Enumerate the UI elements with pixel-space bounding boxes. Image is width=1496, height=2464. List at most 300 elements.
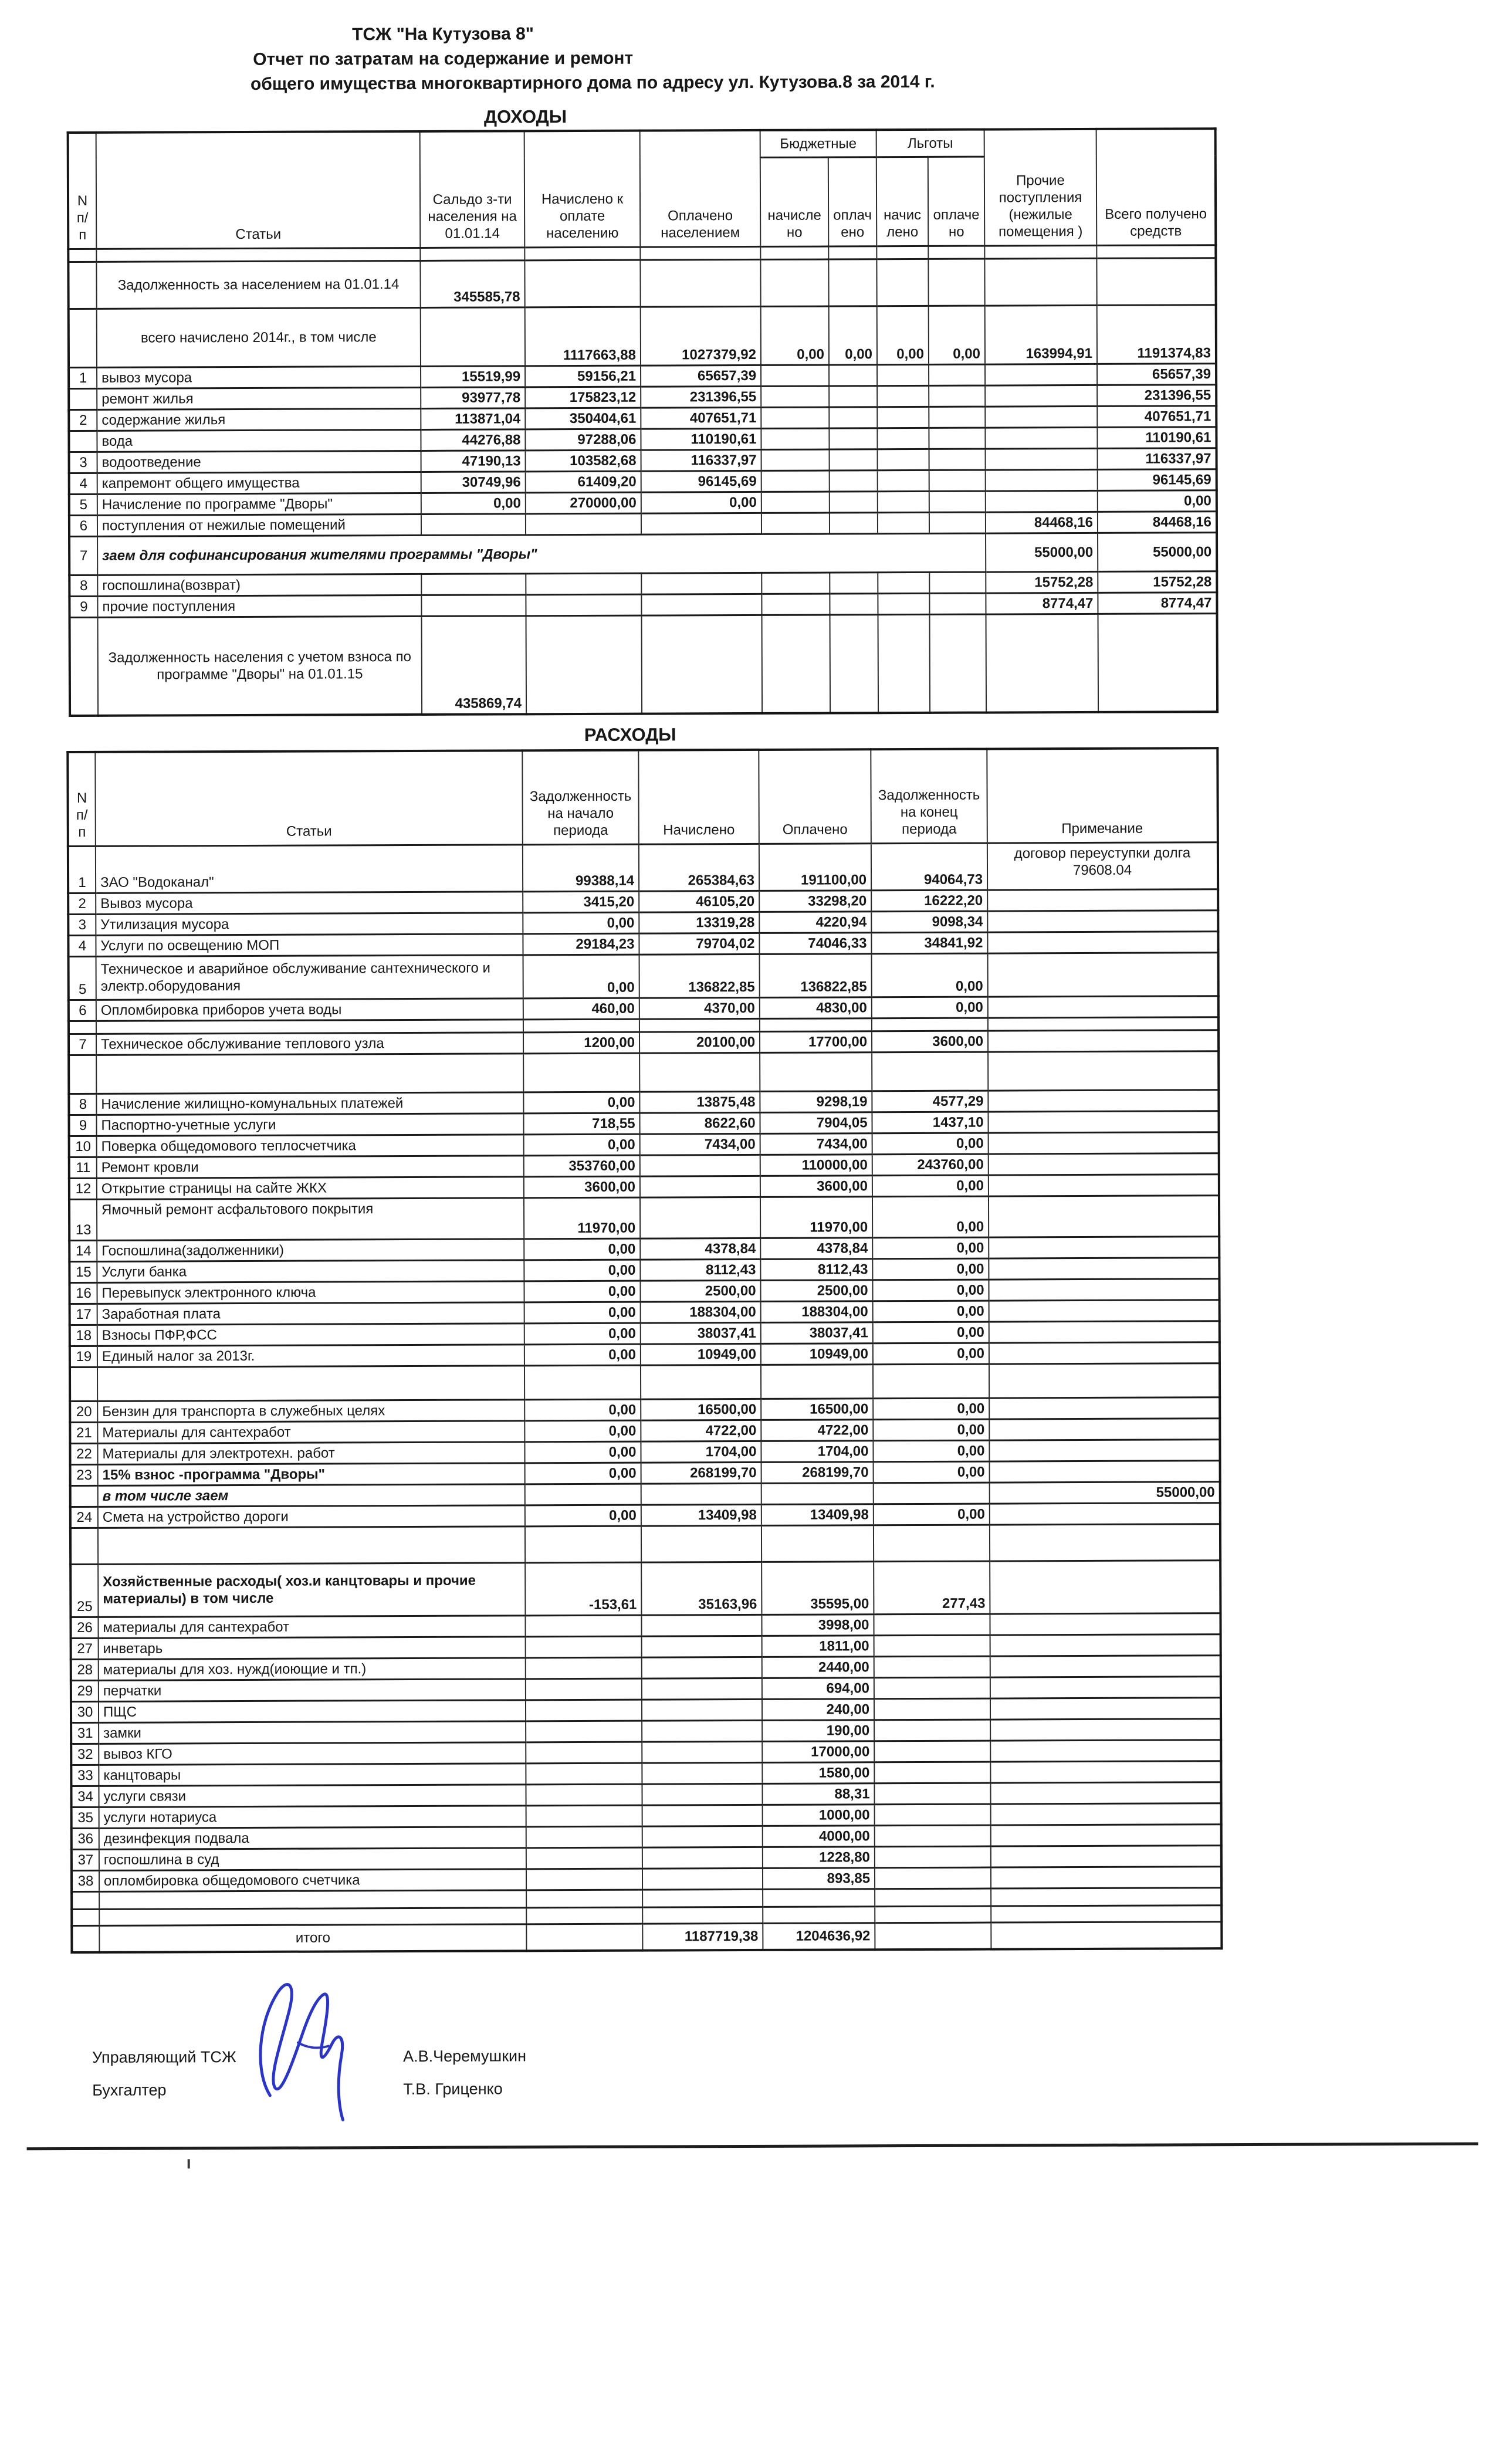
cell: 94064,73 — [871, 843, 987, 891]
cell — [641, 1483, 761, 1505]
cell: 243760,00 — [872, 1154, 989, 1176]
cell: 8112,43 — [640, 1259, 760, 1281]
signature-block — [92, 2018, 1496, 2123]
cell: 4220,94 — [759, 911, 871, 933]
cell: 4000,00 — [763, 1825, 875, 1847]
cell: 13319,28 — [639, 912, 759, 933]
cell: ЗАО "Водоканал" — [96, 844, 523, 893]
handwritten-signature-ink — [242, 1972, 365, 2131]
cell: 110000,00 — [760, 1154, 872, 1176]
cell: Вывоз мусора — [96, 891, 523, 914]
cell — [761, 1364, 873, 1399]
cell: Техническое обслуживание теплового узла — [96, 1032, 523, 1055]
cell — [929, 385, 985, 407]
cell: 44276,88 — [421, 429, 525, 451]
cell — [874, 1635, 990, 1657]
cell: 694,00 — [762, 1677, 874, 1699]
expenses-section-title: РАСХОДЫ — [584, 724, 676, 745]
cell: услуги связи — [99, 1784, 526, 1807]
cell: 30 — [71, 1701, 99, 1722]
cell — [640, 259, 760, 307]
cell: 0,00 — [523, 912, 639, 934]
cell — [828, 259, 876, 306]
cell: 0,00 — [524, 1260, 640, 1281]
cell — [991, 1803, 1221, 1825]
cell — [989, 1299, 1220, 1321]
cell — [642, 1805, 763, 1826]
cell: 36 — [72, 1828, 99, 1849]
cell — [526, 1636, 642, 1658]
cell — [991, 1921, 1221, 1949]
cell: 9098,34 — [871, 911, 987, 933]
cell — [874, 1483, 990, 1504]
cell — [99, 1907, 526, 1925]
cell: 33298,20 — [759, 890, 871, 912]
report-title: Отчет по затратам на содержание и ремонт — [253, 48, 634, 69]
cell: 1191374,83 — [1097, 304, 1216, 364]
cell — [991, 1905, 1221, 1922]
cell — [830, 449, 878, 470]
cell: 35 — [72, 1807, 99, 1828]
cell — [761, 449, 830, 471]
cell: 7434,00 — [760, 1133, 872, 1155]
cell: 0,00 — [872, 997, 988, 1018]
cell: Перевыпуск электронного ключа — [97, 1281, 524, 1304]
cell: 345585,78 — [420, 260, 524, 307]
cell — [989, 1439, 1220, 1461]
cell — [990, 1761, 1221, 1782]
cell: вода — [97, 429, 421, 452]
cell: 11970,00 — [760, 1196, 872, 1238]
cell — [877, 428, 929, 449]
cell — [985, 385, 1097, 407]
cell: материалы для хоз. нужд(иоющие и тп.) — [99, 1657, 526, 1680]
cell — [989, 1397, 1220, 1419]
col-header-articles: Статьи — [95, 750, 523, 846]
cell — [878, 512, 929, 533]
cell: 74046,33 — [759, 932, 871, 954]
cell: 3600,00 — [760, 1175, 872, 1197]
cell — [69, 309, 97, 367]
cell — [526, 1924, 642, 1951]
cell — [97, 1365, 524, 1401]
cell: 13 — [69, 1199, 97, 1240]
cell: 1117663,88 — [525, 307, 641, 366]
cell: 4577,29 — [872, 1091, 988, 1112]
cell: 8774,47 — [986, 593, 1098, 614]
cell — [69, 388, 97, 409]
cell: 16500,00 — [641, 1399, 761, 1420]
cell — [990, 1502, 1220, 1524]
cell — [526, 1700, 642, 1721]
cell — [760, 259, 828, 306]
cell: 61409,20 — [526, 471, 641, 493]
cell: 7904,05 — [760, 1112, 872, 1133]
report-subtitle: общего имущества многоквартирного дома по адресу ул. Кутузова.8 за 2014 г. — [250, 72, 935, 94]
cell — [96, 1019, 523, 1034]
manager-name: А.В.Черемушкин — [403, 2047, 527, 2066]
cell: 30749,96 — [421, 471, 526, 493]
cell — [929, 407, 985, 428]
cell: 0,00 — [524, 1281, 640, 1302]
stray-scan-mark — [188, 2159, 190, 2168]
cell: 13875,48 — [639, 1091, 760, 1113]
cell: 55000,00 — [986, 533, 1098, 572]
cell — [990, 1655, 1221, 1677]
table-row — [70, 613, 1218, 716]
cell — [642, 1868, 763, 1890]
cell: Задолженность населения с учетом взноса по программе "Дворы" на 01.01.15 — [98, 616, 422, 716]
cell: 0,00 — [873, 1322, 989, 1343]
cell — [929, 614, 986, 713]
cell: 0,00 — [524, 1420, 641, 1442]
cell: 2500,00 — [640, 1280, 760, 1302]
cell: 6 — [69, 515, 97, 536]
col-header-num: N п/п — [67, 752, 96, 846]
cell — [991, 1824, 1221, 1846]
cell: 0,00 — [524, 1344, 641, 1366]
cell: 46105,20 — [639, 891, 759, 912]
cell — [96, 248, 420, 262]
income-section-title: ДОХОДЫ — [483, 106, 567, 127]
col-group-budget: Бюджетные — [760, 130, 876, 157]
cell: Взносы ПФР,ФСС — [97, 1323, 524, 1346]
cell — [991, 1866, 1221, 1888]
table-row — [68, 258, 1216, 309]
cell — [988, 1111, 1219, 1132]
cell — [989, 1195, 1219, 1237]
cell — [642, 1720, 762, 1742]
cell — [990, 1460, 1220, 1482]
table-row — [69, 1051, 1219, 1094]
cell — [526, 1805, 642, 1827]
cell — [990, 1524, 1220, 1561]
cell — [70, 1528, 98, 1564]
cell — [642, 1783, 762, 1805]
cell: 231396,55 — [641, 386, 761, 408]
cell — [642, 1657, 762, 1678]
cell: 96145,69 — [641, 471, 761, 492]
cell — [877, 407, 929, 428]
cell — [70, 1367, 97, 1401]
col-header-note: Примечание — [987, 748, 1218, 842]
cell: 1811,00 — [762, 1635, 874, 1657]
cell — [420, 247, 524, 260]
cell: 1000,00 — [763, 1804, 875, 1826]
cell — [99, 1890, 526, 1909]
table-row — [70, 1524, 1220, 1564]
cell: 103582,68 — [526, 450, 641, 472]
cell — [526, 1869, 642, 1890]
cell — [523, 1053, 639, 1092]
cell: Хозяйственные расходы( хоз.и канцтовары и прочие материалы) в том числе — [98, 1562, 525, 1617]
cell: 1 — [68, 846, 96, 893]
cell — [526, 1784, 642, 1806]
cell: 37 — [72, 1849, 99, 1870]
cell — [874, 1698, 990, 1720]
cell — [874, 1741, 990, 1762]
cell: 350404,61 — [525, 408, 641, 429]
cell: 6 — [69, 1000, 96, 1021]
cell — [988, 1089, 1219, 1111]
cell: прочие поступления — [97, 595, 421, 617]
cell: 16 — [69, 1282, 97, 1304]
cell — [987, 931, 1218, 953]
cell — [989, 1321, 1220, 1342]
cell: 460,00 — [523, 998, 639, 1020]
cell — [421, 573, 526, 595]
cell: 5 — [69, 494, 97, 515]
cell — [929, 449, 986, 470]
cell — [985, 427, 1097, 449]
cell: 4830,00 — [760, 997, 872, 1018]
cell — [878, 614, 930, 713]
cell — [642, 1741, 762, 1763]
cell: 0,00 — [761, 306, 829, 365]
cell: 0,00 — [872, 1196, 989, 1238]
cell: инветарь — [99, 1636, 526, 1659]
cell: 5 — [69, 956, 96, 1000]
cell: 175823,12 — [525, 387, 641, 408]
cell: Ремонт кровли — [97, 1155, 524, 1178]
cell — [878, 593, 929, 614]
cell — [985, 364, 1097, 385]
col-header-articles: Статьи — [96, 131, 421, 249]
cell: замки — [99, 1721, 526, 1744]
cell — [639, 1052, 760, 1092]
cell — [876, 246, 928, 259]
cell — [761, 471, 830, 492]
cell — [421, 513, 526, 535]
income-table — [67, 127, 1219, 717]
col-header-benefits-accrued: начислено — [876, 157, 929, 246]
cell: итого — [99, 1924, 526, 1952]
cell: 3 — [69, 452, 97, 473]
table-row — [69, 304, 1216, 367]
signature-names — [403, 2046, 526, 2112]
cell — [761, 594, 830, 615]
cell: 718,55 — [523, 1113, 639, 1135]
cell — [421, 594, 526, 616]
cell — [987, 910, 1218, 932]
cell: 84468,16 — [986, 512, 1098, 533]
cell: 1704,00 — [761, 1440, 873, 1462]
cell: 88,31 — [762, 1783, 874, 1805]
table-row — [72, 1921, 1221, 1952]
cell: 1228,80 — [763, 1846, 875, 1868]
cell — [641, 573, 761, 594]
cell: 18 — [70, 1325, 97, 1346]
cell — [874, 1656, 990, 1678]
cell — [641, 1525, 761, 1562]
cell: 10949,00 — [641, 1343, 761, 1365]
cell — [526, 615, 642, 715]
cell — [986, 448, 1098, 470]
cell: 8 — [69, 575, 97, 596]
cell: 2 — [68, 893, 96, 914]
cell: 190,00 — [762, 1720, 874, 1741]
cell — [526, 1742, 642, 1764]
cell: 1027379,92 — [641, 306, 761, 365]
cell: Начисление по программе "Дворы" — [97, 493, 421, 515]
cell: 17000,00 — [762, 1741, 874, 1762]
cell: Госпошлина(задолженники) — [97, 1238, 524, 1261]
cell: 8622,60 — [639, 1112, 760, 1134]
table-row — [68, 842, 1218, 893]
cell — [988, 996, 1219, 1017]
cell: 0,00 — [873, 1301, 989, 1322]
cell: опломбировка общедомового счетчика — [99, 1869, 526, 1891]
cell: 136822,85 — [639, 954, 760, 998]
cell — [72, 1925, 99, 1952]
cell — [761, 492, 830, 513]
cell — [642, 1699, 762, 1721]
cell: 29184,23 — [523, 933, 639, 955]
cell: всего начислено 2014г., в том числе — [97, 307, 421, 367]
cell — [641, 594, 761, 615]
cell — [761, 1525, 874, 1562]
cell — [990, 1613, 1220, 1634]
cell: -153,61 — [525, 1562, 641, 1616]
cell — [988, 1030, 1219, 1051]
cell: 0,00 — [525, 1505, 641, 1527]
cell: 20100,00 — [639, 1031, 760, 1053]
cell: 65657,39 — [641, 365, 761, 387]
cell: 31 — [71, 1722, 99, 1744]
accountant-role: Бухгалтер — [92, 2081, 167, 2099]
cell: канцтовары — [99, 1763, 526, 1786]
cell: 0,00 — [872, 953, 988, 997]
cell — [640, 246, 760, 260]
cell: 353760,00 — [524, 1155, 640, 1177]
cell — [642, 1678, 762, 1700]
cell — [640, 1197, 760, 1238]
cell: 1704,00 — [641, 1441, 761, 1463]
cell — [70, 1485, 98, 1507]
cell — [830, 512, 878, 533]
cell — [989, 1278, 1219, 1300]
cell: 13409,98 — [761, 1504, 874, 1525]
cell: 15519,99 — [421, 365, 525, 387]
cell: Услуги банка — [97, 1260, 524, 1282]
cell: 2500,00 — [760, 1280, 872, 1301]
cell — [421, 307, 525, 366]
cell: 7 — [69, 536, 97, 575]
col-header-num: N п/п — [68, 133, 97, 249]
cell: 136822,85 — [760, 953, 872, 997]
cell: 12 — [69, 1178, 97, 1199]
cell: 24 — [70, 1507, 98, 1528]
cell: 0,00 — [873, 1440, 989, 1462]
cell: 8 — [69, 1094, 96, 1115]
col-header-paid: Оплачено населением — [640, 130, 761, 247]
cell: 0,00 — [523, 1092, 639, 1113]
col-header-saldo: Сальдо з-ти населения на 01.01.14 — [420, 131, 525, 248]
col-header-budget-paid: оплачено — [828, 157, 877, 246]
cell — [526, 1907, 642, 1924]
cell — [761, 428, 829, 449]
cell: 0,00 — [929, 306, 985, 364]
cell: 188304,00 — [641, 1301, 761, 1323]
cell — [526, 1678, 642, 1700]
cell — [763, 1906, 875, 1923]
cell — [929, 470, 986, 491]
cell: 23 — [70, 1464, 98, 1485]
cell: 0,00 — [872, 1175, 989, 1197]
cell — [990, 1718, 1221, 1740]
cell — [98, 1526, 525, 1564]
expenses-table-body — [68, 842, 1222, 1952]
cell: 38037,41 — [761, 1322, 873, 1343]
cell: 19 — [70, 1346, 97, 1367]
cell: 407651,71 — [1097, 405, 1216, 427]
cell: Смета на устройство дороги — [98, 1505, 525, 1528]
cell — [526, 1763, 642, 1785]
bottom-rule — [27, 2143, 1478, 2151]
cell: 97288,06 — [525, 429, 641, 451]
cell: Задолженность за населением на 01.01.14 — [96, 260, 420, 309]
cell — [640, 1176, 760, 1197]
cell — [524, 1365, 641, 1400]
cell: 15752,28 — [1098, 571, 1217, 593]
cell: 0,00 — [421, 492, 526, 514]
org-title: ТСЖ "На Кутузова 8" — [352, 24, 534, 45]
cell: 277,43 — [874, 1561, 990, 1615]
cell: 1437,10 — [872, 1112, 988, 1133]
cell: ПЩС — [99, 1700, 526, 1722]
cell — [878, 572, 929, 593]
table-row — [70, 1363, 1220, 1401]
cell — [875, 1923, 991, 1950]
cell — [69, 1021, 96, 1034]
cell — [72, 1909, 99, 1925]
cell: 15 — [69, 1261, 97, 1282]
cell: 0,00 — [873, 1419, 989, 1441]
cell: Заработная плата — [97, 1302, 524, 1325]
cell — [874, 1783, 990, 1805]
cell — [878, 491, 929, 512]
col-header-benefits-paid: оплачено — [928, 157, 985, 246]
cell — [526, 594, 641, 616]
cell — [526, 1721, 642, 1742]
cell: 28 — [71, 1659, 99, 1680]
cell — [988, 952, 1219, 996]
cell: 3415,20 — [523, 891, 639, 913]
cell: поступления от нежилые помещений — [97, 514, 421, 536]
cell — [72, 1891, 99, 1909]
cell — [830, 614, 879, 713]
cell: 7434,00 — [640, 1133, 760, 1155]
cell — [989, 1174, 1219, 1196]
cell: 38037,41 — [641, 1322, 761, 1344]
cell: 4378,84 — [760, 1237, 872, 1259]
cell: 47190,13 — [421, 450, 526, 472]
cell: 3600,00 — [524, 1176, 640, 1198]
cell — [878, 449, 929, 470]
cell: ремонт жилья — [97, 387, 421, 409]
cell: 20 — [70, 1401, 97, 1422]
cell — [761, 386, 829, 407]
income-header-group-row — [68, 128, 1216, 160]
cell — [68, 249, 96, 262]
cell: 8774,47 — [1098, 592, 1217, 614]
cell: 0,00 — [523, 955, 639, 999]
cell: 3998,00 — [761, 1614, 874, 1636]
cell: капремонт общего имущества — [97, 472, 421, 494]
cell — [524, 247, 640, 260]
cell: 0,00 — [874, 1461, 990, 1483]
cell: 1 — [69, 367, 97, 388]
